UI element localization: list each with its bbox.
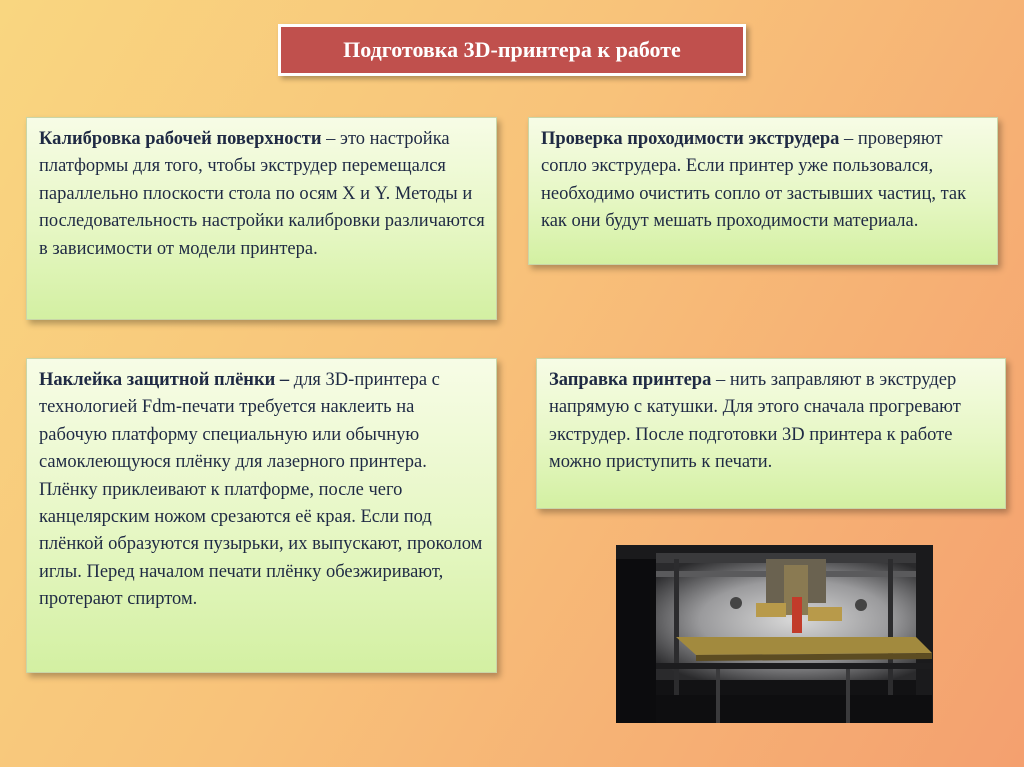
slide-title-box bbox=[278, 24, 746, 76]
card-text: – нить заправляют в экструдер напрямую с катушки. Для этого сначала прогревают экструдер. После подготовки 3D принтера к работе можно приступить к печати. bbox=[549, 370, 961, 473]
card-heading: Наклейка защитной плёнки – bbox=[39, 370, 290, 390]
card-filling-printer bbox=[536, 358, 1006, 509]
slide-title: Подготовка 3D-принтера к работе bbox=[343, 37, 681, 62]
card-text: – это настройка платформы для того, чтобы экструдер перемещался параллельно плоскости стола по осям X и Y. Методы и последовательность настройки калибровки различаются в зависимости от модели принтера. bbox=[39, 129, 485, 259]
card-heading: Заправка принтера bbox=[549, 370, 712, 390]
card-protective-film bbox=[26, 358, 497, 673]
card-text: для 3D-принтера с технологией Fdm-печати требуется наклеить на рабочую платформу специальную или обычную самоклеющуюся плёнку для лазерного принтера. Плёнку приклеивают к платформе, после чего канцелярским ножом срезаются её края. Если под плёнкой образуются пузырьки, их выпускают, проколом иглы. Перед началом печати плёнку обезжиривают, протерают спиртом. bbox=[39, 370, 483, 610]
card-calibration bbox=[26, 117, 497, 320]
3d-printer-photo bbox=[616, 545, 933, 723]
card-heading: Проверка проходимости экструдера bbox=[541, 129, 840, 149]
card-heading: Калибровка рабочей поверхности bbox=[39, 129, 322, 149]
card-text: – проверяют сопло экструдера. Если принтер уже пользовался, необходимо очистить сопло от застывших частиц, так как они будут мешать проходимости материала. bbox=[541, 129, 967, 232]
card-extruder-check bbox=[528, 117, 998, 265]
